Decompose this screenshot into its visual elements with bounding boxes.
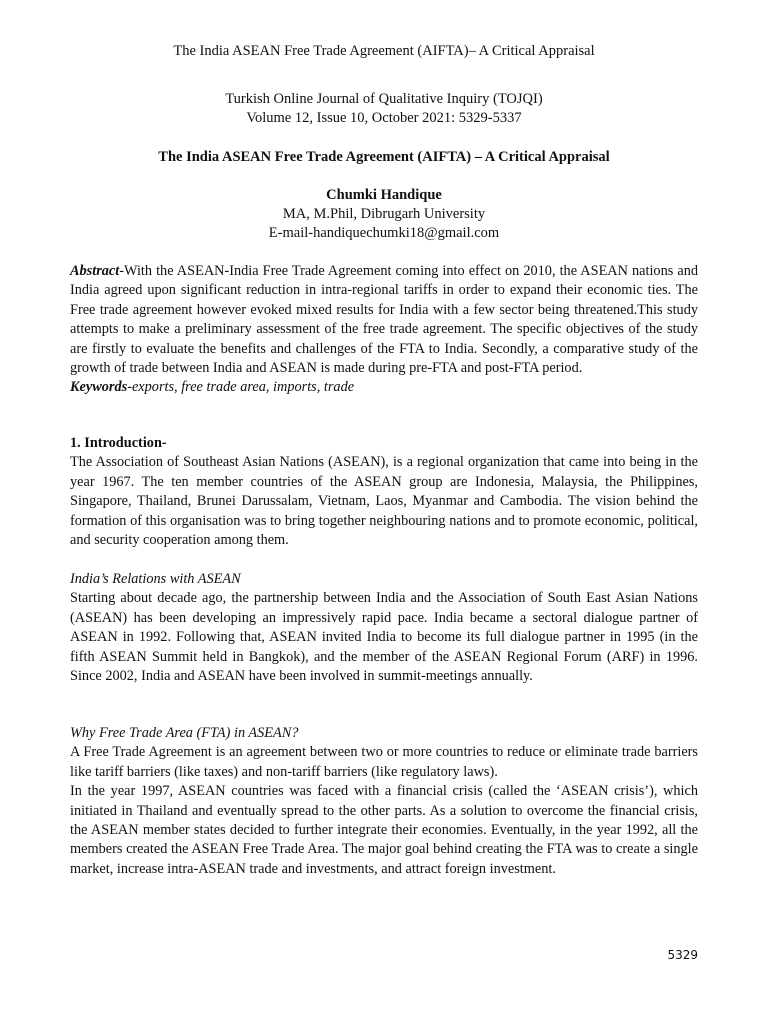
abstract-paragraph [70, 262, 698, 378]
journal-volume: Volume 12, Issue 10, October 2021: 5329-5337 [246, 110, 522, 126]
author-email: E-mail-handiquechumki18@gmail.com [268, 225, 500, 241]
abstract-text: -With the ASEAN-India Free Trade Agreement coming into effect on 2010, the ASEAN nations and India agreed upon significant reduction in intra-regional tariffs in order to expand their economic ties. The Free trade agreement however evoked mixed results for India with a few sector being threatened.This study attempts to make a preliminary assessment of the free trade agreement. The specific objectives of the study are firstly to evaluate the benefits and challenges of the FTA to India. Secondly, a comparative study of the growth of trade between India and ASEAN is made during pre-FTA and post-FTA period. [70, 263, 698, 377]
relations-section [70, 570, 698, 686]
journal-info [0, 90, 768, 128]
relations-paragraph: Starting about decade ago, the partnership between India and the Association of South East Asian Nations (ASEAN) has been developing an impressively rapid pace. India became a sectoral dialogue partner of ASEAN in 1992. Following that, ASEAN invited India to become its full dialogue partner in 1995 (in the fifth ASEAN Summit held in Bangkok), and the member of the ASEAN Regional Forum (ARF) in 1996. Since 2002, India and ASEAN have been involved in summit-meetings annually. [70, 590, 698, 685]
introduction-paragraph: The Association of Southeast Asian Nations (ASEAN), is a regional organization that came into being in the year 1967. The ten member countries of the ASEAN group are Indonesia, Malaysia, the Philippines, Singapore, Thailand, Brunei Darussalam, Vietnam, Laos, Myanmar and Cambodia. The vision behind the formation of this organisation was to bring together neighbouring nations and to promote economic, political, and security cooperation among them. [70, 454, 698, 549]
introduction-heading: 1. Introduction- [70, 435, 167, 451]
abstract-label: Abstract [70, 263, 120, 279]
why-fta-heading: Why Free Trade Area (FTA) in ASEAN? [70, 725, 299, 741]
author-name: Chumki Handique [326, 187, 442, 203]
running-header: The India ASEAN Free Trade Agreement (AIFTA)– A Critical Appraisal [173, 43, 595, 59]
journal-name: Turkish Online Journal of Qualitative Inquiry (TOJQI) [225, 91, 543, 107]
why-fta-section [70, 724, 698, 879]
relations-heading: India’s Relations with ASEAN [70, 571, 241, 587]
page-number: 5329 [667, 948, 698, 962]
introduction-section [70, 434, 698, 550]
keywords-label: Keywords [70, 379, 128, 396]
author-block [0, 186, 768, 243]
why-fta-paragraph-2: In the year 1997, ASEAN countries was faced with a financial crisis (called the ‘ASEAN crisis’), which initiated in Thailand and eventually spread to the other parts. As a solution to overcome the financial crisis, the ASEAN member states decided to further integrate their economies. Eventually, in the year 1992, all the members created the ASEAN Free Trade Area. The major goal behind creating the FTA was to create a single market, increase intra-ASEAN trade and investments, and attract foreign investment. [70, 783, 698, 877]
why-fta-paragraph-1: A Free Trade Agreement is an agreement between two or more countries to reduce or eliminate trade barriers like tariff barriers (like taxes) and non-tariff barriers (like regulatory laws). [70, 744, 698, 780]
keywords-text: -exports, free trade area, imports, trade [127, 379, 355, 396]
abstract-section [70, 262, 698, 398]
keywords-paragraph [70, 378, 698, 397]
paper-title: The India ASEAN Free Trade Agreement (AIFTA) – A Critical Appraisal [158, 149, 610, 165]
author-affiliation: MA, M.Phil, Dibrugarh University [282, 206, 486, 222]
